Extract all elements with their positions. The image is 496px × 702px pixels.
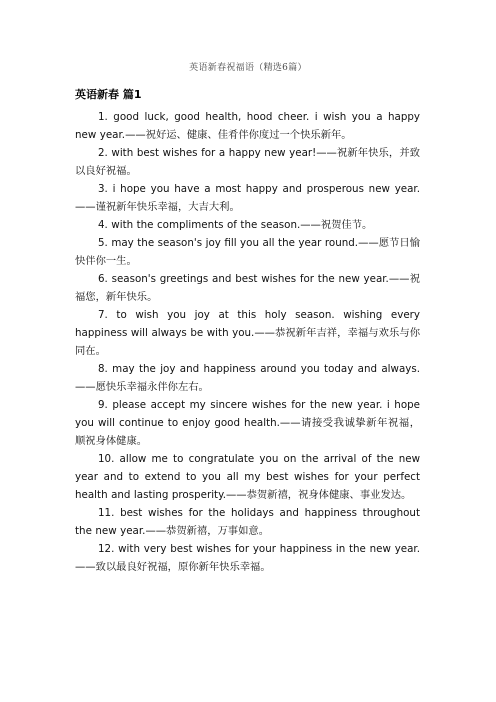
list-item: [75, 270, 420, 306]
list-item: [75, 180, 420, 216]
english-text: 11. best wishes for the holidays and happiness throughout the new year.: [75, 507, 420, 537]
list-item: [75, 540, 420, 576]
list-item: [75, 360, 420, 396]
list-item: [75, 234, 420, 270]
list-item: [75, 144, 420, 180]
english-text: 10. allow me to congratulate you on the arrival of the new year and to extend to you all my best wishes for your perfect health and lasting prosperity.: [75, 453, 420, 501]
english-text: 3. i hope you have a most happy and prosperous new year.: [98, 183, 420, 195]
list-item: [75, 216, 420, 234]
chinese-text: ——祝好运、健康、佳肴伴你度过一个快乐新年。: [125, 129, 352, 141]
list-item: [75, 504, 420, 540]
document-body: [75, 108, 420, 576]
chinese-text: ——恭贺新禧，祝身体健康、事业发达。: [226, 489, 412, 501]
chinese-text: ——恭祝新年吉祥，幸福与欢乐与你同在。: [75, 327, 420, 357]
english-text: 4. with the compliments of the season.: [98, 219, 301, 231]
english-text: 12. with very best wishes for your happiness in the new year.: [98, 543, 420, 555]
list-item: [75, 306, 420, 360]
english-text: 8. may the joy and happiness around you today and always.: [98, 363, 420, 375]
chinese-text: ——愿节日愉快伴你一生。: [75, 237, 421, 267]
chinese-text: ——致以最良好祝福，原你新年快乐幸福。: [75, 561, 271, 573]
chinese-text: ——谨祝新年快乐幸福，大吉大利。: [75, 201, 240, 213]
document-header: 英语新春祝福语（精选6篇）: [189, 63, 307, 73]
english-text: 7. to wish you joy at this holy season. wishing every happiness will always be with you.: [75, 309, 420, 339]
chinese-text: ——恭贺新禧，万事如意。: [145, 525, 269, 537]
list-item: [75, 450, 420, 504]
chinese-text: ——祝新年快乐，并致以良好祝福。: [75, 147, 421, 177]
english-text: 2. with best wishes for a happy new year!: [98, 147, 317, 159]
list-item: [75, 396, 420, 450]
english-text: 1. good luck, good health, hood cheer. i wish you a happy new year.: [75, 111, 420, 141]
section-title: 英语新春 篇1: [75, 88, 142, 101]
list-item: [75, 108, 420, 144]
chinese-text: ——请接受我诚挚新年祝福，顺祝身体健康。: [75, 417, 420, 447]
chinese-text: ——祝贺佳节。: [300, 219, 373, 231]
english-text: 5. may the season's joy fill you all the year round.: [98, 237, 359, 249]
chinese-text: ——祝福您，新年快乐。: [75, 273, 421, 303]
english-text: 9. please accept my sincere wishes for the new year. i hope you will continue to enjoy good health.: [75, 399, 420, 429]
chinese-text: ——愿快乐幸福永伴你左右。: [75, 381, 209, 393]
english-text: 6. season's greetings and best wishes for the new year.: [98, 273, 389, 285]
